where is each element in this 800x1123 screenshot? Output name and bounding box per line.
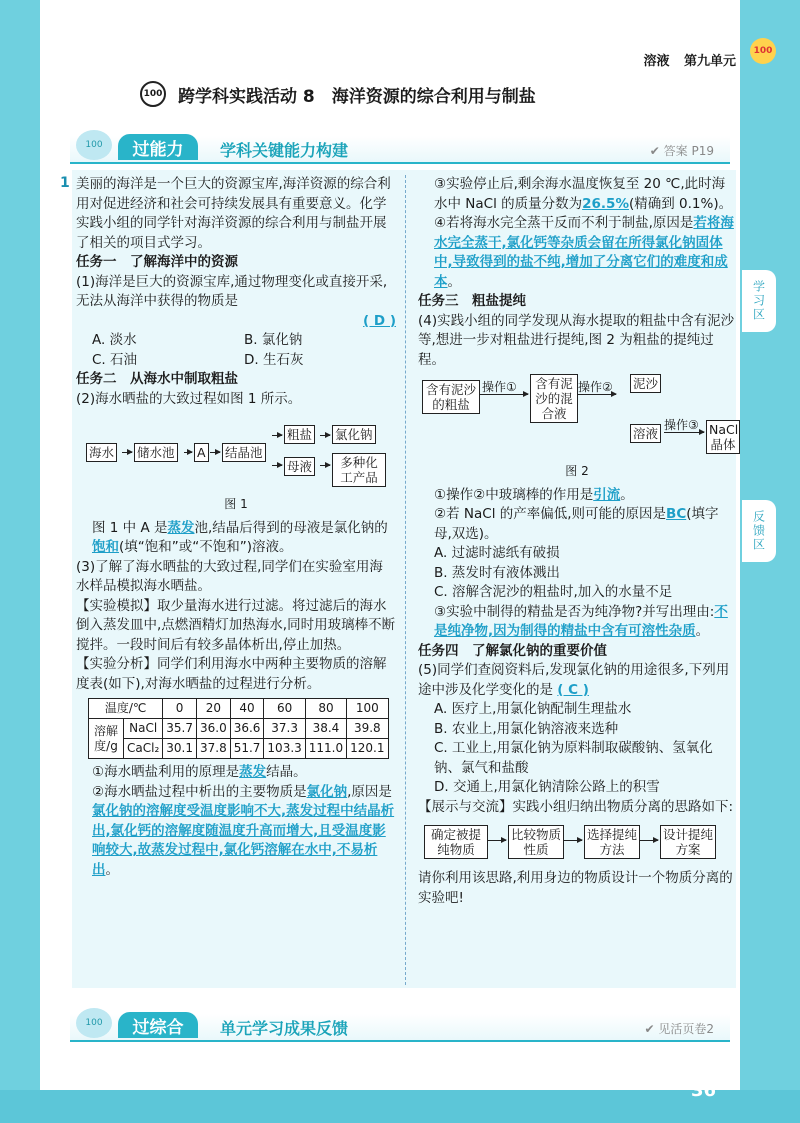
text: 池,结晶后得到的母液是氯化钠的 — [194, 519, 388, 536]
table-header-row — [89, 699, 389, 719]
arrow-icon — [184, 452, 192, 453]
table-cell: 120.1 — [347, 739, 388, 759]
table-cell: 38.4 — [305, 719, 346, 739]
table-cell: 30.1 — [163, 739, 197, 759]
table-header-cell: 60 — [264, 699, 305, 719]
flow-box: 结晶池 — [222, 443, 266, 462]
intro-text: 美丽的海洋是一个巨大的资源宝库,海洋资源的综合利用对促进经济和社会可持续发展具有重要意义。化学实践小组的同学针对海洋资源的综合利用与制盐开展了相关的项目式学习。 — [76, 176, 391, 251]
left-column — [76, 175, 396, 880]
header-topic: 溶液 — [643, 54, 670, 69]
answer: BC — [666, 506, 687, 522]
text: ,原因是 — [347, 783, 392, 800]
flow-box: 氯化钠 — [332, 425, 376, 444]
answer: 26.5% — [582, 195, 629, 212]
logo-icon: 100 — [750, 38, 776, 64]
table-cell: 36.6 — [230, 719, 264, 739]
section-tag: 过能力 — [118, 134, 198, 160]
flow-box: 母液 — [284, 457, 315, 476]
text: ③实验中制得的精盐是否为纯净物?并写出理由: — [434, 603, 715, 620]
flow-box: 设计提纯方案 — [660, 825, 716, 859]
answer: ( D ) — [363, 312, 396, 329]
title-badge-icon: 100 — [140, 81, 166, 107]
text: 结晶。 — [266, 764, 307, 780]
side-tab-label: 反馈区 — [751, 510, 766, 552]
question-text: (4)实践小组的同学发现从海水提取的粗盐中含有泥沙等,想进一步对粗盐进行提纯,图 2 为粗盐的提纯过程。 — [418, 312, 735, 368]
right-column — [418, 175, 739, 908]
flow-box: 含有泥沙的粗盐 — [422, 380, 480, 414]
question-text — [418, 661, 736, 700]
header-unit: 第九单元 — [683, 54, 736, 69]
separation-flowchart — [418, 821, 736, 865]
options-list — [76, 331, 396, 370]
table-row — [89, 719, 389, 739]
table-cell: 39.8 — [347, 719, 388, 739]
flow-box: 多种化工产品 — [332, 453, 386, 487]
mascot-icon: 100 — [76, 1008, 112, 1038]
answer: 不是纯净物,因为制得的精盐中含有可溶性杂质 — [434, 603, 728, 639]
figure-2-flowchart — [418, 374, 739, 458]
text: (5)同学们查阅资料后,发现氯化钠的用途很多,下列用途中涉及化学变化的是 — [418, 662, 730, 698]
question-number: 1 — [60, 175, 70, 191]
table-header-cell: 0 — [163, 699, 197, 719]
fill-blank-text — [418, 214, 736, 292]
question-text: (3)了解了海水晒盐的大致过程,同学们在实验室用海水样品模拟海水晒盐。 — [76, 558, 383, 594]
page-number: 36 — [690, 1080, 716, 1101]
text: ③实验停止后,剩余海水温度恢复至 20 ℃,此时海水中 NaCl 的质量分数为 — [434, 176, 726, 212]
table-header-cell: 80 — [305, 699, 346, 719]
section-header-ability — [70, 136, 730, 164]
option: D. 交通上,用氯化钠清除公路上的积雪 — [434, 779, 660, 795]
title-text: 跨学科实践活动 8 海洋资源的综合利用与制盐 — [178, 86, 536, 107]
fill-blank-text — [76, 519, 396, 558]
experiment-simulation: 【实验模拟】取少量海水进行过滤。将过滤后的海水倒入蒸发皿中,点燃酒精灯加热海水,同时用玻璃棒不断搅拌。一段时间后有较多晶体析出,停止加热。 — [76, 597, 396, 653]
figure-caption: 图 1 — [224, 497, 248, 511]
option: B. 农业上,用氯化钠溶液来选种 — [434, 720, 619, 737]
table-cell: 111.0 — [305, 739, 346, 759]
flow-label: 操作③ — [664, 418, 699, 432]
table-cell: 36.0 — [196, 719, 230, 739]
option: B. 氯化钠 — [244, 332, 303, 348]
arrow-icon — [272, 435, 282, 436]
flow-box: 含有泥沙的混合液 — [530, 374, 578, 423]
answer: ( C ) — [557, 681, 589, 698]
solubility-table — [88, 698, 389, 759]
closing-text: 请你利用该思路,利用身边的物质设计一个物质分离的实验吧! — [418, 870, 733, 906]
answer: 蒸发 — [167, 519, 195, 536]
answer: 氯化钠 — [306, 783, 348, 800]
side-tab-feedback[interactable] — [742, 500, 776, 562]
arrow-icon — [122, 452, 132, 453]
text: ②海水晒盐过程中析出的主要物质是 — [92, 783, 307, 800]
section-subtitle: 单元学习成果反馈 — [220, 1019, 349, 1038]
fill-blank-text — [76, 783, 396, 881]
fill-blank-text — [418, 486, 736, 506]
figure-1-flowchart — [76, 413, 396, 491]
section-header-summary — [70, 1014, 730, 1042]
text: 。 — [620, 486, 634, 503]
flow-box: 泥沙 — [630, 374, 661, 393]
flow-label: 操作② — [578, 380, 613, 394]
fill-blank-text — [418, 505, 736, 544]
question-text: (2)海水晒盐的大致过程如图 1 所示。 — [76, 390, 302, 407]
arrow-icon — [640, 840, 658, 841]
flow-box: 粗盐 — [284, 425, 315, 444]
arrow-icon — [488, 840, 506, 841]
answer-reference[interactable]: ✔ 答案 P19 — [649, 144, 714, 158]
answer: 若将海水完全蒸干,氯化钙等杂质会留在所得氯化钠固体中,导致得到的盐不纯,增加了分离它们的难度和成本 — [434, 215, 734, 290]
task-heading: 任务二 从海水中制取粗盐 — [76, 371, 238, 387]
text: ②若 NaCl 的产率偏低,则可能的原因是 — [434, 506, 667, 522]
experiment-analysis: 【实验分析】同学们利用海水中两种主要物质的溶解度表(如下),对海水晒盐的过程进行分析。 — [76, 656, 387, 692]
text: (填字母,双选)。 — [434, 506, 719, 542]
option: A. 过滤时滤纸有破损 — [434, 545, 560, 561]
section-tag: 过综合 — [118, 1012, 198, 1038]
option: C. 工业上,用氯化钠为原料制取碳酸钠、氢氧化钠、氯气和盐酸 — [434, 740, 713, 776]
arrow-icon — [210, 452, 220, 453]
mascot-icon: 100 — [76, 130, 112, 160]
answer: 蒸发 — [239, 764, 267, 780]
text: ①海水晒盐利用的原理是 — [92, 764, 240, 780]
arrow-icon — [320, 435, 330, 436]
table-cell: 37.3 — [264, 719, 305, 739]
option: D. 生石灰 — [244, 351, 304, 368]
option: A. 淡水 — [92, 332, 137, 348]
table-cell: NaCl — [124, 719, 163, 739]
option: B. 蒸发时有液体溅出 — [434, 564, 560, 581]
text: 。 — [695, 623, 710, 639]
flow-box: 比较物质性质 — [508, 825, 564, 859]
flow-label: 操作① — [482, 380, 517, 394]
answer: 饱和 — [92, 539, 119, 555]
share-text: 【展示与交流】实践小组归纳出物质分离的思路如下: — [418, 798, 734, 815]
running-header — [633, 50, 736, 69]
text: (精确到 0.1%)。 — [628, 195, 733, 212]
option: C. 石油 — [92, 351, 138, 368]
arrow-icon — [564, 840, 582, 841]
flow-box: 溶液 — [630, 424, 661, 443]
flow-box: 选择提纯方法 — [584, 825, 640, 859]
page-title — [140, 80, 670, 108]
task-heading: 任务三 粗盐提纯 — [418, 293, 526, 309]
option: A. 医疗上,用氯化钠配制生理盐水 — [434, 701, 632, 717]
flow-box: NaCl晶体 — [706, 420, 740, 454]
table-cell: 37.8 — [196, 739, 230, 759]
task-heading: 任务一 了解海洋中的资源 — [76, 254, 238, 270]
text: 图 1 中 A 是 — [92, 519, 168, 536]
column-divider — [405, 175, 406, 985]
arrow-icon — [320, 465, 330, 466]
text: (填“饱和”或“不饱和”)溶液。 — [119, 539, 293, 555]
table-cell: 35.7 — [163, 719, 197, 739]
answer: 氯化钠的溶解度受温度影响不大,蒸发过程中结晶析出,氯化钙的溶解度随温度升高而增大,且受温度影响较大,故蒸发过程中,氯化钙溶解在水中,不易析出 — [92, 803, 395, 878]
text: 。 — [447, 273, 461, 290]
text: ①操作②中玻璃棒的作用是 — [434, 486, 594, 503]
text: ④若将海水完全蒸干反而不利于制盐,原因是 — [434, 215, 694, 231]
table-header-cell: 40 — [230, 699, 264, 719]
text: 。 — [105, 861, 119, 878]
footer-slogan: 上课认真听 下课多实践 — [605, 1082, 688, 1091]
flow-box: A — [194, 443, 209, 462]
flow-box: 海水 — [86, 443, 117, 462]
answer: 引流 — [593, 486, 621, 503]
question-text: (1)海洋是巨大的资源宝库,通过物理变化或直接开采,无法从海洋中获得的物质是 — [76, 273, 388, 309]
task-heading: 任务四 了解氯化钠的重要价值 — [418, 642, 607, 659]
side-tab-label: 学习区 — [751, 280, 766, 322]
fill-blank-text — [418, 603, 736, 642]
table-cell: 103.3 — [264, 739, 305, 759]
arrow-icon — [272, 465, 282, 466]
flow-box: 确定被提纯物质 — [424, 825, 488, 859]
table-header-cell: 100 — [347, 699, 388, 719]
flow-box: 储水池 — [134, 443, 178, 462]
answer-bracket — [76, 312, 396, 332]
table-cell: 51.7 — [230, 739, 264, 759]
fill-blank-text — [418, 175, 736, 214]
table-cell: CaCl₂ — [124, 739, 163, 759]
table-row — [89, 739, 389, 759]
fill-blank-text — [76, 763, 396, 783]
bottom-band — [0, 1090, 800, 1123]
worksheet-reference[interactable]: ✔ 见活页卷2 — [644, 1022, 714, 1036]
table-header-cell: 20 — [196, 699, 230, 719]
section-subtitle: 学科关键能力构建 — [220, 141, 349, 160]
side-tab-study[interactable] — [742, 270, 776, 332]
table-row-label: 溶解度/g — [89, 719, 124, 759]
option: C. 溶解含泥沙的粗盐时,加入的水量不足 — [434, 584, 673, 600]
figure-caption: 图 2 — [565, 464, 589, 478]
table-header-cell: 温度/℃ — [89, 699, 163, 719]
